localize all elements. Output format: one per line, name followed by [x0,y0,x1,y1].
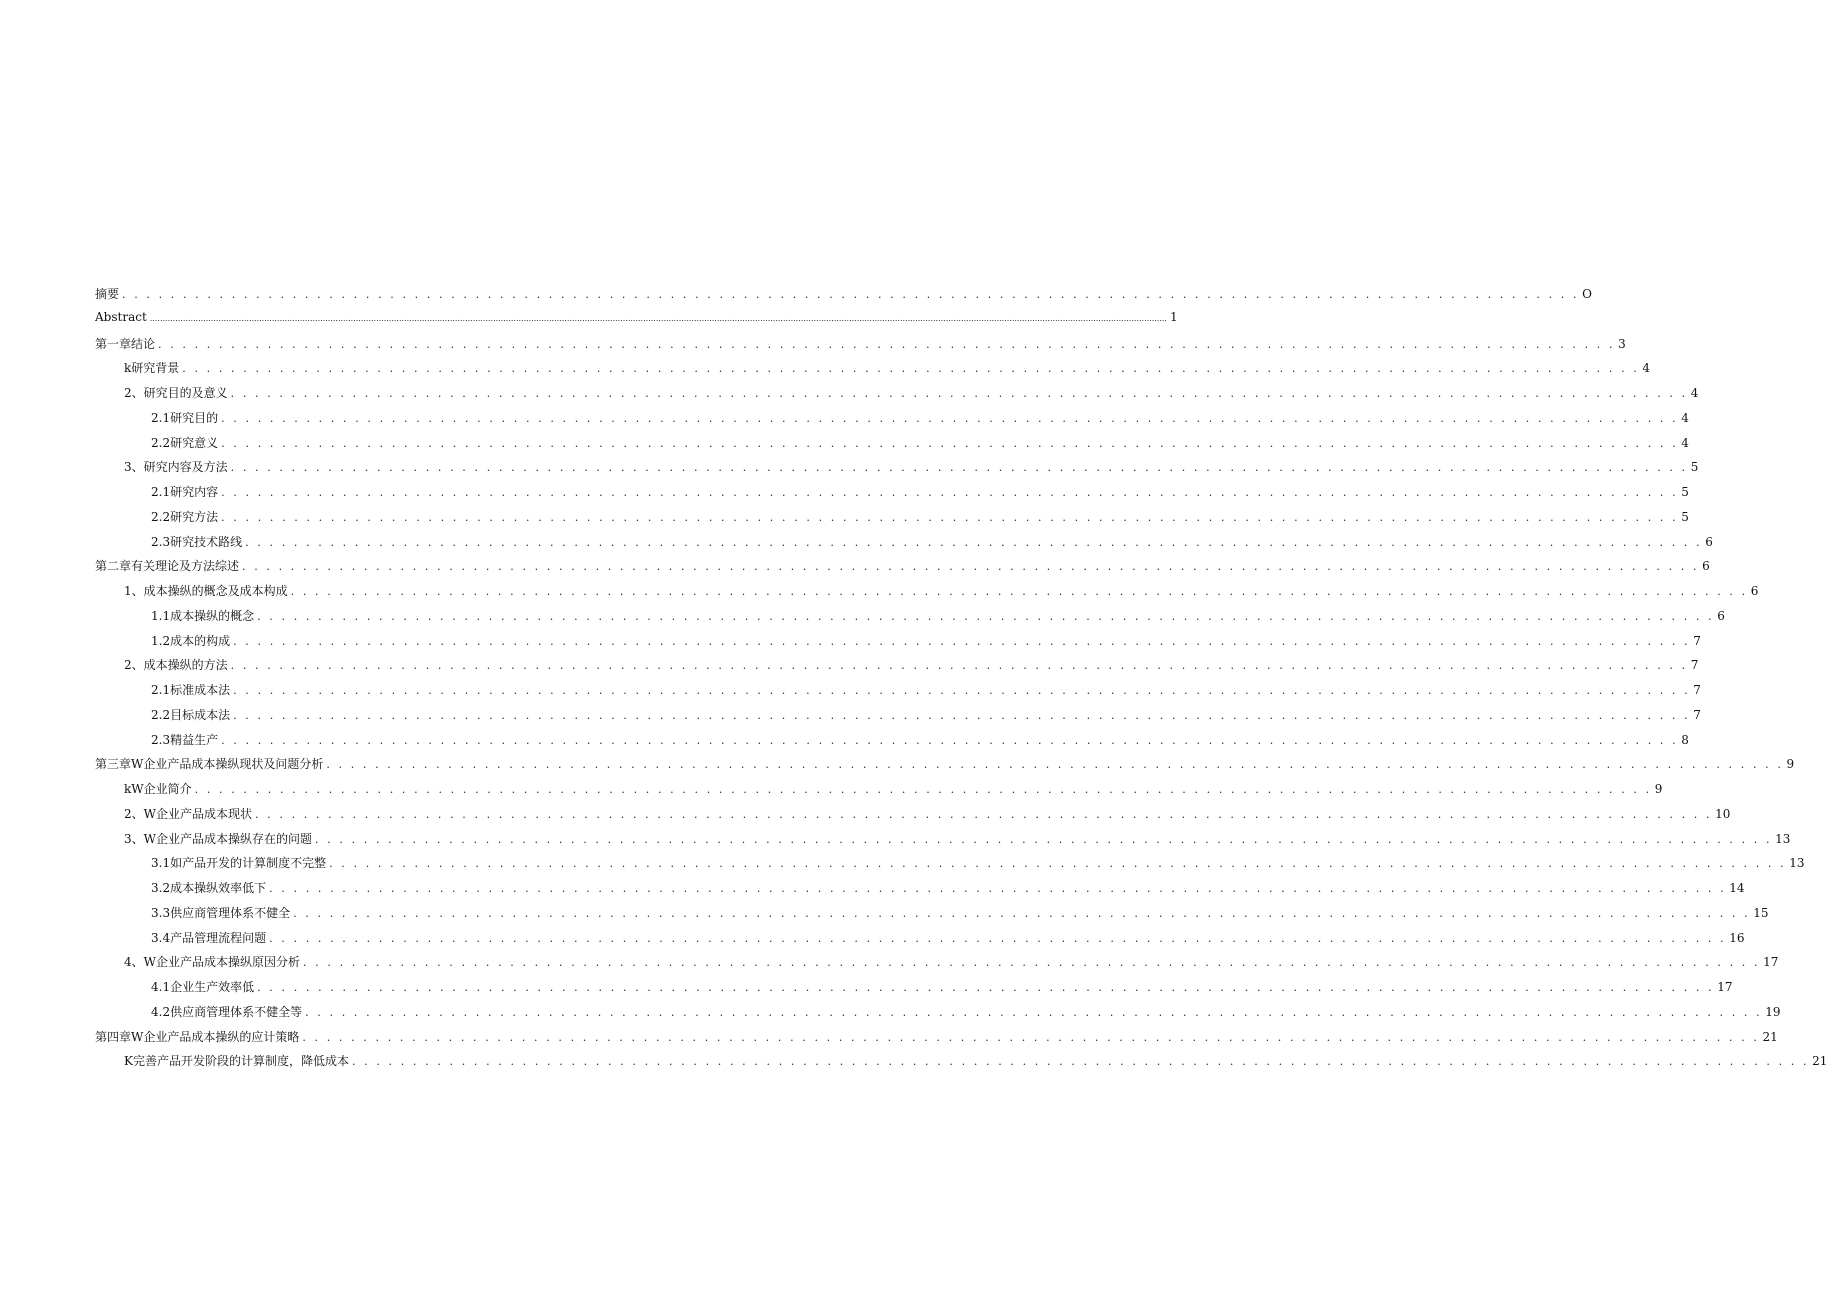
toc-entry-title: 第四章W企业产品成本操纵的应计策略 [95,1029,300,1044]
toc-entry-number: 2.3 [151,732,171,747]
toc-entry-title: 2、W企业产品成本现状 [124,806,252,821]
toc-entry[interactable] [95,1003,1781,1028]
toc-dot-leader: . . . . . . . . . . . . . . . . . . . . . . . . . . . . . . . . . . . . . . . . . . . . . . . . . . . . . . . . . . . . . . . . . . . . . . . . . . . . . . . . . . . . . . . . . . . . . . . . . . . . . . . . . . . . . . . . . . . . . . . . [242,560,1700,574]
toc-entry-page: 6 [1702,559,1710,574]
toc-entry-title: 供应商管理体系不健全 [170,905,291,920]
toc-entry-page: 1 [1169,309,1178,324]
toc-entry[interactable] [95,483,1689,508]
toc-entry-title: k研究背景 [124,361,180,376]
toc-entry-page: 7 [1693,683,1701,697]
toc-entry[interactable] [95,953,1779,978]
toc-entry[interactable] [95,384,1699,409]
toc-entry-page: 5 [1681,485,1689,499]
toc-entry-title: 第一章结论 [95,336,156,351]
toc-entry-title: 精益生产 [170,732,219,747]
toc-entry[interactable] [95,854,1805,879]
toc-dot-leader: . . . . . . . . . . . . . . . . . . . . . . . . . . . . . . . . . . . . . . . . . . . . . . . . . . . . . . . . . . . . . . . . . . . . . . . . . . . . . . . . . . . . . . . . . . . . . . . . . . . . . . . . . . . . . . . . . . . . . . . . [233,634,1691,648]
toc-entry[interactable] [95,309,1178,335]
toc-entry-page: 17 [1717,980,1733,994]
toc-entry-page: 4 [1681,435,1689,450]
toc-dot-leader: . . . . . . . . . . . . . . . . . . . . . . . . . . . . . . . . . . . . . . . . . . . . . . . . . . . . . . . . . . . . . . . . . . . . . . . . . . . . . . . . . . . . . . . . . . . . . . . . . . . . . . . . . . . . . . . . . . . . . . . . [233,684,1691,697]
toc-dot-leader: . . . . . . . . . . . . . . . . . . . . . . . . . . . . . . . . . . . . . . . . . . . . . . . . . . . . . . . . . . . . . . . . . . . . . . . . . . . . . . . . . . . . . . . . . . . . . . . . . . . . . . . . . . . . . . . . . . . . . . . . [326,758,1784,772]
toc-entry-page: 10 [1715,806,1731,821]
toc-entry[interactable] [95,285,1592,310]
toc-entry-page: 19 [1765,1004,1781,1019]
toc-dot-leader: . . . . . . . . . . . . . . . . . . . . . . . . . . . . . . . . . . . . . . . . . . . . . . . . . . . . . . . . . . . . . . . . . . . . . . . . . . . . . . . . . . . . . . . . . . . . . . . . . . . . . . . . . . . . . . . . . . . . . . . . [122,288,1580,301]
toc-dot-leader: . . . . . . . . . . . . . . . . . . . . . . . . . . . . . . . . . . . . . . . . . . . . . . . . . . . . . . . . . . . . . . . . . . . . . . . . . . . . . . . . . . . . . . . . . . . . . . . . . . . . . . . . . . . . . . . . . . . . . . . . [329,857,1787,871]
toc-entry-title: 3、W企业产品成本操纵存在的问题 [124,831,312,846]
toc-entry-number: 3.2 [151,881,171,895]
toc-entry[interactable] [95,978,1733,1003]
toc-dot-leader: . . . . . . . . . . . . . . . . . . . . . . . . . . . . . . . . . . . . . . . . . . . . . . . . . . . . . . . . . . . . . . . . . . . . . . . . . . . . . . . . . . . . . . . . . . . . . . . . . . . . . . . . . . . . . . . . . . . . . . . . [257,981,1715,994]
toc-dot-leader: . . . . . . . . . . . . . . . . . . . . . . . . . . . . . . . . . . . . . . . . . . . . . . . . . . . . . . . . . . . . . . . . . . . . . . . . . . . . . . . . . . . . . . . . . . . . . . . . . . . . . . . . . . . . . . . . . . . . . . . . [230,659,1688,673]
toc-dot-leader: . . . . . . . . . . . . . . . . . . . . . . . . . . . . . . . . . . . . . . . . . . . . . . . . . . . . . . . . . . . . . . . . . . . . . . . . . . . . . . . . . . . . . . . . . . . . . . . . . . . . . . . . . . . . . . . . . . . . . . . . [254,807,1713,821]
toc-entry-page: 7 [1690,658,1699,673]
toc-entry-page: 4 [1690,386,1699,400]
toc-dot-leader: . . . . . . . . . . . . . . . . . . . . . . . . . . . . . . . . . . . . . . . . . . . . . . . . . . . . . . . . . . . . . . . . . . . . . . . . . . . . . . . . . . . . . . . . . . . . . . . . . . . . . . . . . . . . . . . . . . . . . . . . [230,387,1688,400]
toc-entry[interactable] [95,780,1663,805]
toc-dot-leader: . . . . . . . . . . . . . . . . . . . . . . . . . . . . . . . . . . . . . . . . . . . . . . . . . . . . . . . . . . . . . . . . . . . . . . . . . . . . . . . . . . . . . . . . . . . . . . . . . . . . . . . . . . . . . . . . . . . . . . . . [293,906,1751,920]
toc-entry-number: 2.2 [151,707,171,722]
toc-entry[interactable] [95,879,1745,904]
toc-dot-leader: . . . . . . . . . . . . . . . . . . . . . . . . . . . . . . . . . . . . . . . . . . . . . . . . . . . . . . . . . . . . . . . . . . . . . . . . . . . . . . . . . . . . . . . . . . . . . . . . . . . . . . . . . . . . . . . . . . . . . . . . [194,783,1652,796]
toc-entry-number: 3.4 [151,930,171,945]
toc-dot-leader: . . . . . . . . . . . . . . . . . . . . . . . . . . . . . . . . . . . . . . . . . . . . . . . . . . . . . . . . . . . . . . . . . . . . . . . . . . . . . . . . . . . . . . . . . . . . . . . . . . . . . . . . . . . . . . . . . . . . . . . . [221,411,1679,425]
toc-entry[interactable] [95,557,1710,582]
toc-entry-title: 4、W企业产品成本操纵原因分析 [124,955,300,970]
toc-entry[interactable] [95,607,1725,632]
toc-entry-title: 如产品开发的计算制度不完整 [170,856,327,871]
toc-entry-title: W企业简介 [131,782,192,796]
toc-dot-leader: . . . . . . . . . . . . . . . . . . . . . . . . . . . . . . . . . . . . . . . . . . . . . . . . . . . . . . . . . . . . . . . . . . . . . . . . . . . . . . . . . . . . . . . . . . . . . . . . . . . . . . . . . . . . . . . . . . . . . . . . [290,585,1748,598]
toc-entry-page: 4 [1642,361,1651,376]
toc-entry-number: 2.1 [151,683,171,697]
toc-entry-page: 7 [1693,707,1701,722]
toc-entry-title: 标准成本法 [170,683,231,697]
toc-entry[interactable] [95,335,1626,360]
toc-entry-title: 第三章W企业产品成本操纵现状及问题分析 [95,757,324,772]
toc-entry[interactable] [95,409,1689,434]
toc-entry-number: 3.3 [151,905,171,920]
toc-entry-number: 1.2 [151,633,171,648]
toc-dot-leader: . . . . . . . . . . . . . . . . . . . . . . . . . . . . . . . . . . . . . . . . . . . . . . . . . . . . . . . . . . . . . . . . . . . . . . . . . . . . . . . . . . . . . . . . . . . . . . . . . . . . . . . . . . . . . . . . . . . . . . . . [257,609,1715,623]
toc-entry-page: 5 [1690,460,1699,475]
toc-entry-title: 第二章有关理论及方法综述 [95,559,240,574]
toc-entry-title: 研究目的 [170,410,219,425]
toc-entry-page: 8 [1681,732,1689,747]
toc-entry[interactable] [95,1028,1778,1053]
toc-entry-title: 研究方法 [170,509,219,524]
toc-dot-leader: . . . . . . . . . . . . . . . . . . . . . . . . . . . . . . . . . . . . . . . . . . . . . . . . . . . . . . . . . . . . . . . . . . . . . . . . . . . . . . . . . . . . . . . . . . . . . . . . . . . . . . . . . . . . . . . . . . . . . . . . [233,708,1691,722]
toc-entry-title: 成本操纵效率低下 [170,881,267,895]
toc-entry-page: 9 [1654,782,1663,796]
toc-entry-title: 企业生产效率低 [170,980,255,994]
toc-entry-number: 4.1 [151,980,171,994]
toc-entry-title: 研究意义 [170,435,219,450]
toc-entry-page: 17 [1763,955,1779,970]
toc-entry[interactable] [95,929,1745,954]
toc-entry-title: 摘要 [95,287,120,301]
toc-entry[interactable] [95,359,1651,384]
toc-dot-leader: . . . . . . . . . . . . . . . . . . . . . . . . . . . . . . . . . . . . . . . . . . . . . . . . . . . . . . . . . . . . . . . . . . . . . . . . . . . . . . . . . . . . . . . . . . . . . . . . . . . . . . . . . . . . . . . . . . . . . . . . [245,535,1703,549]
toc-entry-page: 21 [1812,1054,1827,1069]
toc-entry[interactable] [95,434,1689,459]
toc-entry[interactable] [95,582,1759,607]
toc-entry-title: 2、成本操纵的方法 [124,658,228,673]
toc-entry-number: 3.1 [151,856,171,871]
toc-entry[interactable] [95,706,1701,731]
toc-entry[interactable] [95,632,1701,657]
toc-entry-page: 21 [1762,1029,1778,1044]
toc-entry-title: 成本的构成 [170,633,231,648]
toc-entry[interactable] [95,731,1689,756]
toc-dot-leader: . . . . . . . . . . . . . . . . . . . . . . . . . . . . . . . . . . . . . . . . . . . . . . . . . . . . . . . . . . . . . . . . . . . . . . . . . . . . . . . . . . . . . . . . . . . . . . . . . . . . . . . . . . . . . . . . . . . . . . . . [221,510,1679,524]
toc-dot-leader: . . . . . . . . . . . . . . . . . . . . . . . . . . . . . . . . . . . . . . . . . . . . . . . . . . . . . . . . . . . . . . . . . . . . . . . . . . . . . . . . . . . . . . . . . . . . . . . . . . . . . . . . . . . . . . . . . . . . . . . . [230,461,1688,475]
toc-entry-page: 9 [1786,757,1795,772]
toc-entry-title: 成本操纵的概念 [170,608,255,623]
toc-dot-leader: . . . . . . . . . . . . . . . . . . . . . . . . . . . . . . . . . . . . . . . . . . . . . . . . . . . . . . . . . . . . . . . . . . . . . . . . . . . . . . . . . . . . . . . . . . . . . . . . . . . . . . . . . . . . . . . . . . . . . . . . [314,832,1773,846]
toc-dot-leader: . . . . . . . . . . . . . . . . . . . . . . . . . . . . . . . . . . . . . . . . . . . . . . . . . . . . . . . . . . . . . . . . . . . . . . . . . . . . . . . . . . . . . . . . . . . . . . . . . . . . . . . . . . . . . . . . . . . . . . . . [221,733,1679,747]
toc-entry-page: 14 [1729,881,1745,895]
toc-entry-page: 13 [1789,856,1805,871]
toc-entry-page: 6 [1750,584,1759,598]
toc-dot-leader: . . . . . . . . . . . . . . . . . . . . . . . . . . . . . . . . . . . . . . . . . . . . . . . . . . . . . . . . . . . . . . . . . . . . . . . . . . . . . . . . . . . . . . . . . . . . . . . . . . . . . . . . . . . . . . . . . . . . . . . . [182,362,1640,376]
toc-entry[interactable] [95,755,1795,780]
toc-entry-page: 16 [1729,930,1745,945]
toc-dot-leader: ................................................................................................................................................................................................................................................................................................................................................................................................................ [149,313,1167,323]
toc-entry-title: 1、成本操纵的概念及成本构成 [124,584,288,598]
toc-entry-title: 研究内容 [170,485,219,499]
toc-dot-leader: . . . . . . . . . . . . . . . . . . . . . . . . . . . . . . . . . . . . . . . . . . . . . . . . . . . . . . . . . . . . . . . . . . . . . . . . . . . . . . . . . . . . . . . . . . . . . . . . . . . . . . . . . . . . . . . . . . . . . . . . [351,1055,1810,1069]
table-of-contents [95,285,1827,1077]
toc-entry-number: 2.2 [151,435,171,450]
toc-entry-number: 2.1 [151,485,171,499]
toc-entry-title: 2、研究目的及意义 [124,386,228,400]
toc-entry-title: 目标成本法 [170,707,231,722]
toc-entry[interactable] [95,1052,1827,1077]
toc-dot-leader: . . . . . . . . . . . . . . . . . . . . . . . . . . . . . . . . . . . . . . . . . . . . . . . . . . . . . . . . . . . . . . . . . . . . . . . . . . . . . . . . . . . . . . . . . . . . . . . . . . . . . . . . . . . . . . . . . . . . . . . . [269,931,1727,945]
toc-entry[interactable] [95,656,1699,681]
toc-entry-page: 6 [1717,608,1725,623]
toc-entry-number: 1.1 [151,608,171,623]
toc-entry-title: 供应商管理体系不健全等 [170,1004,303,1019]
toc-entry[interactable] [95,904,1769,929]
toc-entry[interactable] [95,830,1791,855]
toc-entry[interactable] [95,681,1701,706]
toc-entry-page: 6 [1705,534,1713,549]
toc-entry-page: 13 [1775,831,1791,846]
toc-entry-title: 研究技术路线 [170,534,243,549]
toc-entry-page: 15 [1753,905,1769,920]
toc-dot-leader: . . . . . . . . . . . . . . . . . . . . . . . . . . . . . . . . . . . . . . . . . . . . . . . . . . . . . . . . . . . . . . . . . . . . . . . . . . . . . . . . . . . . . . . . . . . . . . . . . . . . . . . . . . . . . . . . . . . . . . . . [305,1005,1763,1019]
toc-entry-title: K完善产品开发阶段的计算制度，降低成本 [124,1054,349,1069]
toc-entry[interactable] [95,533,1713,558]
toc-entry[interactable] [95,508,1689,533]
toc-entry-title: 产品管理流程问题 [170,930,267,945]
toc-entry[interactable] [95,805,1731,830]
toc-dot-leader: . . . . . . . . . . . . . . . . . . . . . . . . . . . . . . . . . . . . . . . . . . . . . . . . . . . . . . . . . . . . . . . . . . . . . . . . . . . . . . . . . . . . . . . . . . . . . . . . . . . . . . . . . . . . . . . . . . . . . . . . [221,486,1679,499]
toc-dot-leader: . . . . . . . . . . . . . . . . . . . . . . . . . . . . . . . . . . . . . . . . . . . . . . . . . . . . . . . . . . . . . . . . . . . . . . . . . . . . . . . . . . . . . . . . . . . . . . . . . . . . . . . . . . . . . . . . . . . . . . . . [269,882,1727,895]
toc-entry-page: O [1582,287,1592,301]
toc-entry-number: 2.2 [151,509,171,524]
toc-dot-leader: . . . . . . . . . . . . . . . . . . . . . . . . . . . . . . . . . . . . . . . . . . . . . . . . . . . . . . . . . . . . . . . . . . . . . . . . . . . . . . . . . . . . . . . . . . . . . . . . . . . . . . . . . . . . . . . . . . . . . . . . [158,337,1616,351]
toc-entry-page: 3 [1618,336,1626,351]
toc-entry-page: 7 [1693,633,1701,648]
toc-entry-number: 4.2 [151,1004,171,1019]
toc-entry-number: k [124,782,132,796]
toc-entry-number: 2.1 [151,410,171,425]
toc-entry-title: Abstract [95,309,147,324]
toc-dot-leader: . . . . . . . . . . . . . . . . . . . . . . . . . . . . . . . . . . . . . . . . . . . . . . . . . . . . . . . . . . . . . . . . . . . . . . . . . . . . . . . . . . . . . . . . . . . . . . . . . . . . . . . . . . . . . . . . . . . . . . . . [221,436,1679,450]
toc-entry-page: 5 [1681,509,1689,524]
toc-dot-leader: . . . . . . . . . . . . . . . . . . . . . . . . . . . . . . . . . . . . . . . . . . . . . . . . . . . . . . . . . . . . . . . . . . . . . . . . . . . . . . . . . . . . . . . . . . . . . . . . . . . . . . . . . . . . . . . . . . . . . . . . [302,1030,1760,1044]
toc-entry-title: 3、研究内容及方法 [124,460,228,475]
toc-entry-page: 4 [1681,410,1689,425]
toc-dot-leader: . . . . . . . . . . . . . . . . . . . . . . . . . . . . . . . . . . . . . . . . . . . . . . . . . . . . . . . . . . . . . . . . . . . . . . . . . . . . . . . . . . . . . . . . . . . . . . . . . . . . . . . . . . . . . . . . . . . . . . . . [302,956,1761,970]
toc-entry-number: 2.3 [151,534,171,549]
toc-entry[interactable] [95,458,1699,483]
